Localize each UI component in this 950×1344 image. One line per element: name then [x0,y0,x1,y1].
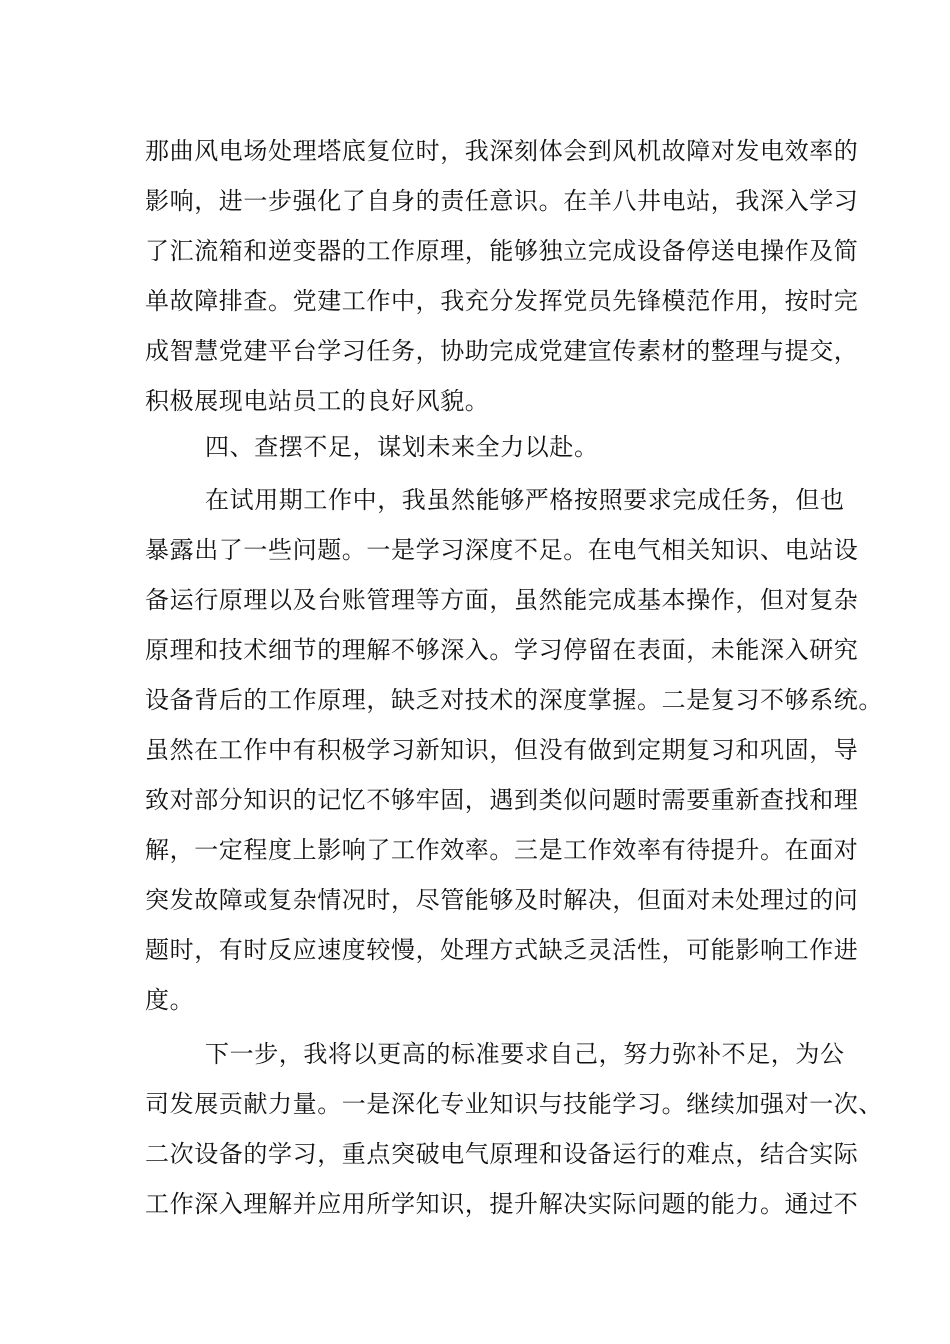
body-text-line: 影响，进一步强化了自身的责任意识。在羊八井电站，我深入学习 [145,187,859,215]
body-text-line: 单故障排查。党建工作中，我充分发挥党员先锋模范作用，按时完 [145,287,859,315]
paragraph-first-line: 在试用期工作中，我虽然能够严格按照要求完成任务，但也 [205,486,845,514]
body-text-line: 二次设备的学习，重点突破电气原理和设备运行的难点，结合实际 [145,1140,859,1168]
paragraph-first-line: 下一步，我将以更高的标准要求自己，努力弥补不足，为公 [205,1040,845,1068]
body-text-line: 工作深入理解并应用所学知识，提升解决实际问题的能力。通过不 [145,1190,859,1218]
body-text-line: 突发故障或复杂情况时，尽管能够及时解决，但面对未处理过的问 [145,886,859,914]
body-text-line: 了汇流箱和逆变器的工作原理，能够独立完成设备停送电操作及简 [145,237,859,265]
body-text-line: 设备背后的工作原理，缺乏对技术的深度掌握。二是复习不够系统。 [145,686,883,714]
body-text-line: 那曲风电场处理塔底复位时，我深刻体会到风机故障对发电效率的 [145,137,859,165]
body-text-line: 致对部分知识的记忆不够牢固，遇到类似问题时需要重新查找和理 [145,786,859,814]
body-text-line: 积极展现电站员工的良好风貌。 [145,387,490,415]
section-heading: 四、查摆不足，谋划未来全力以赴。 [205,433,599,461]
body-text-line: 成智慧党建平台学习任务，协助完成党建宣传素材的整理与提交， [145,337,859,365]
body-text-line: 度。 [145,986,195,1014]
body-text-line: 司发展贡献力量。一是深化专业知识与技能学习。继续加强对一次、 [145,1090,883,1118]
body-text-line: 解，一定程度上影响了工作效率。三是工作效率有待提升。在面对 [145,836,859,864]
body-text-line: 暴露出了一些问题。一是学习深度不足。在电气相关知识、电站设 [145,536,859,564]
body-text-line: 原理和技术细节的理解不够深入。学习停留在表面，未能深入研究 [145,636,859,664]
body-text-line: 虽然在工作中有积极学习新知识，但没有做到定期复习和巩固，导 [145,736,859,764]
body-text-line: 题时，有时反应速度较慢，处理方式缺乏灵活性，可能影响工作进 [145,936,859,964]
body-text-line: 备运行原理以及台账管理等方面，虽然能完成基本操作，但对复杂 [145,586,859,614]
